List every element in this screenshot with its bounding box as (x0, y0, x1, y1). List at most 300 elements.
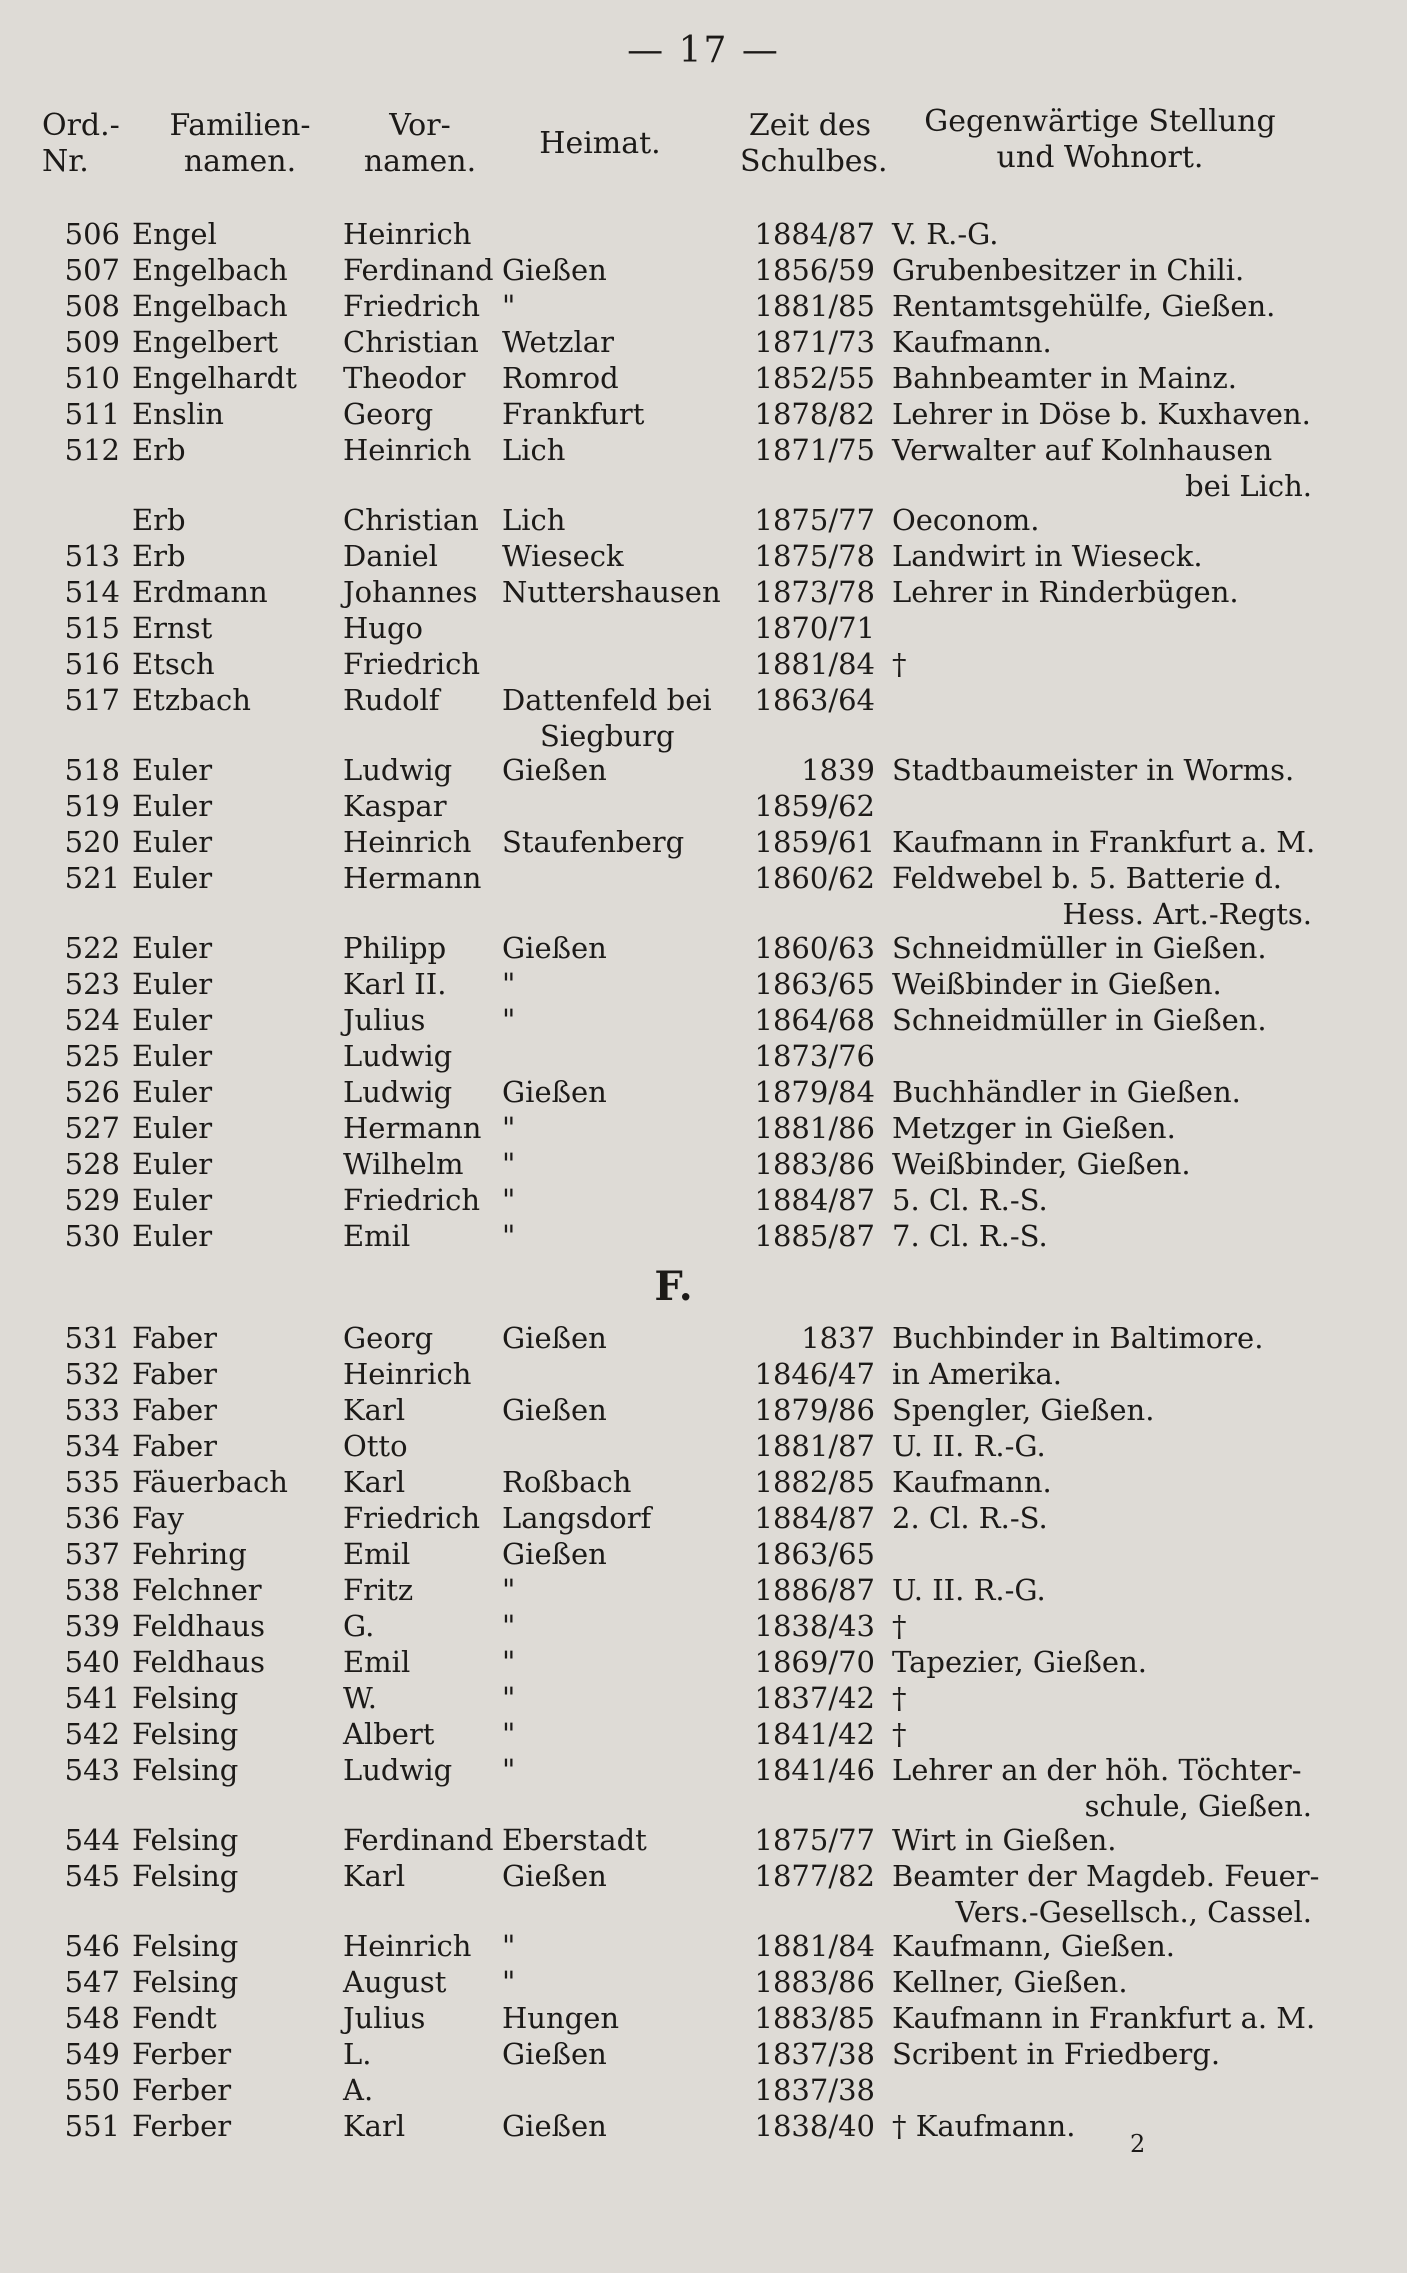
cell-familienname: Fay (132, 1501, 184, 1535)
cell-vorname: Heinrich (343, 1929, 472, 1963)
cell-familienname: Felchner (132, 1573, 262, 1607)
table-row (0, 1356, 1407, 1392)
table-row (0, 1464, 1407, 1500)
cell-zeit: 1884/87 (754, 1501, 875, 1535)
cell-vorname: W. (343, 1681, 377, 1715)
cell-ord-nr: 532 (64, 1357, 120, 1391)
cell-stellung: Feldwebel b. 5. Batterie d. (892, 861, 1282, 895)
cell-stellung: Scribent in Friedberg. (892, 2037, 1221, 2071)
table-row (0, 1074, 1407, 1110)
cell-heimat: " (502, 1645, 516, 1679)
cell-heimat: " (502, 289, 516, 323)
header-ord-nr: Ord.- Nr. (42, 108, 120, 179)
cell-familienname: Euler (132, 1219, 213, 1253)
cell-familienname: Felsing (132, 1929, 239, 1963)
cell-vorname: Friedrich (343, 289, 481, 323)
cell-stellung: Oeconom. (892, 503, 1040, 537)
cell-stellung: Metzger in Gießen. (892, 1111, 1176, 1145)
table-row-continuation (0, 718, 1407, 752)
cell-vorname: Ferdinand (343, 253, 494, 287)
signature-mark: 2 (1130, 2130, 1146, 2158)
cell-heimat: " (502, 1717, 516, 1751)
cell-vorname: Theodor (343, 361, 466, 395)
cell-zeit: 1881/85 (754, 289, 875, 323)
cell-zeit: 1863/65 (754, 1537, 875, 1571)
table-row (0, 966, 1407, 1002)
cell-vorname: A. (343, 2073, 374, 2107)
cell-vorname: Julius (343, 2001, 426, 2035)
cell-ord-nr: 520 (64, 825, 120, 859)
cell-familienname: Euler (132, 931, 213, 965)
cell-ord-nr: 534 (64, 1429, 120, 1463)
cell-familienname: Etsch (132, 647, 215, 681)
continuation-text: Hess. Art.-Regts. (1062, 897, 1312, 931)
cell-ord-nr: 519 (64, 789, 120, 823)
cell-heimat: Frankfurt (502, 397, 645, 431)
table-row (0, 288, 1407, 324)
cell-ord-nr: 549 (64, 2037, 120, 2071)
cell-stellung: Schneidmüller in Gießen. (892, 931, 1267, 965)
table-row (0, 1218, 1407, 1254)
table-row (0, 610, 1407, 646)
cell-vorname: Friedrich (343, 647, 481, 681)
cell-stellung: Spengler, Gießen. (892, 1393, 1155, 1427)
cell-ord-nr: 533 (64, 1393, 120, 1427)
cell-familienname: Euler (132, 1039, 213, 1073)
cell-familienname: Felsing (132, 1717, 239, 1751)
cell-familienname: Felsing (132, 1859, 239, 1893)
table-row (0, 1644, 1407, 1680)
cell-ord-nr: 509 (64, 325, 120, 359)
cell-ord-nr: 529 (64, 1183, 120, 1217)
cell-zeit: 1837/38 (754, 2073, 875, 2107)
cell-zeit: 1877/82 (754, 1859, 875, 1893)
cell-stellung: 2. Cl. R.-S. (892, 1501, 1048, 1535)
table-row (0, 1822, 1407, 1858)
cell-zeit: 1881/86 (754, 1111, 875, 1145)
cell-stellung: Rentamtsgehülfe, Gießen. (892, 289, 1276, 323)
table-row (0, 1392, 1407, 1428)
cell-ord-nr: 524 (64, 1003, 120, 1037)
cell-ord-nr: 539 (64, 1609, 120, 1643)
cell-zeit: 1869/70 (754, 1645, 875, 1679)
cell-zeit: 1864/68 (754, 1003, 875, 1037)
cell-heimat: Wetzlar (502, 325, 614, 359)
cell-familienname: Enslin (132, 397, 224, 431)
cell-familienname: Euler (132, 1147, 213, 1181)
cell-heimat: Gießen (502, 1537, 607, 1571)
cell-zeit: 1871/75 (754, 433, 875, 467)
cell-zeit: 1886/87 (754, 1573, 875, 1607)
cell-heimat: " (502, 1753, 516, 1787)
header-stellung: Gegenwärtige Stellung und Wohnort. (924, 104, 1276, 175)
cell-vorname: Karl (343, 1465, 406, 1499)
cell-heimat: " (502, 1219, 516, 1253)
cell-vorname: Karl (343, 2109, 406, 2143)
register-table (0, 216, 1407, 2144)
table-row (0, 1110, 1407, 1146)
cell-familienname: Erb (132, 539, 186, 573)
cell-vorname: Friedrich (343, 1183, 481, 1217)
cell-zeit: 1863/65 (754, 967, 875, 1001)
cell-zeit: 1860/63 (754, 931, 875, 965)
cell-heimat: " (502, 1965, 516, 1999)
table-row (0, 1320, 1407, 1356)
table-row (0, 1964, 1407, 2000)
table-row (0, 860, 1407, 896)
cell-heimat: Gießen (502, 2109, 607, 2143)
table-row (0, 1716, 1407, 1752)
cell-vorname: Heinrich (343, 217, 472, 251)
cell-vorname: Christian (343, 325, 479, 359)
cell-stellung: † Kaufmann. (892, 2109, 1076, 2143)
cell-heimat: " (502, 1111, 516, 1145)
table-row (0, 1146, 1407, 1182)
cell-stellung: Tapezier, Gießen. (892, 1645, 1147, 1679)
cell-heimat: " (502, 1003, 516, 1037)
cell-stellung: Bahnbeamter in Mainz. (892, 361, 1237, 395)
cell-ord-nr: 536 (64, 1501, 120, 1535)
cell-heimat: Hungen (502, 2001, 620, 2035)
cell-stellung: Kaufmann in Frankfurt a. M. (892, 825, 1316, 859)
cell-ord-nr: 513 (64, 539, 120, 573)
cell-familienname: Etzbach (132, 683, 251, 717)
table-row (0, 1572, 1407, 1608)
table-row (0, 2072, 1407, 2108)
cell-ord-nr: 526 (64, 1075, 120, 1109)
cell-ord-nr: 523 (64, 967, 120, 1001)
cell-ord-nr: 543 (64, 1753, 120, 1787)
cell-heimat: " (502, 1183, 516, 1217)
cell-vorname: Ludwig (343, 1753, 453, 1787)
cell-vorname: G. (343, 1609, 375, 1643)
cell-heimat: " (502, 967, 516, 1001)
cell-heimat: Gießen (502, 1859, 607, 1893)
cell-vorname: Johannes (343, 575, 478, 609)
cell-zeit: 1852/55 (754, 361, 875, 395)
cell-stellung: † (892, 647, 907, 681)
cell-stellung: Weißbinder in Gießen. (892, 967, 1222, 1001)
cell-zeit: 1881/84 (754, 647, 875, 681)
header-heimat: Heimat. (539, 126, 661, 161)
cell-heimat: Gießen (502, 1321, 607, 1355)
cell-vorname: Julius (343, 1003, 426, 1037)
cell-heimat: " (502, 1573, 516, 1607)
cell-familienname: Faber (132, 1393, 218, 1427)
cell-vorname: Georg (343, 1321, 434, 1355)
cell-ord-nr: 551 (64, 2109, 120, 2143)
cell-ord-nr: 522 (64, 931, 120, 965)
cell-vorname: Emil (343, 1537, 411, 1571)
table-row (0, 788, 1407, 824)
table-row (0, 574, 1407, 610)
cell-heimat: Gießen (502, 1075, 607, 1109)
cell-zeit: 1881/84 (754, 1929, 875, 1963)
cell-zeit: 1875/77 (754, 503, 875, 537)
cell-vorname: Otto (343, 1429, 408, 1463)
section-letter: F. (654, 1263, 693, 1310)
cell-familienname: Ferber (132, 2109, 232, 2143)
cell-stellung: † (892, 1681, 907, 1715)
cell-stellung: U. II. R.-G. (892, 1573, 1046, 1607)
cell-zeit: 1860/62 (754, 861, 875, 895)
cell-heimat: Gießen (502, 753, 607, 787)
continuation-text: Siegburg (540, 719, 675, 753)
cell-ord-nr: 512 (64, 433, 120, 467)
cell-familienname: Ernst (132, 611, 213, 645)
page-number: — 17 — (627, 30, 780, 71)
cell-zeit: 1838/43 (754, 1609, 875, 1643)
continuation-text: schule, Gießen. (1084, 1789, 1312, 1823)
cell-heimat: Lich (502, 433, 566, 467)
table-row (0, 646, 1407, 682)
table-row (0, 432, 1407, 468)
cell-zeit: 1873/76 (754, 1039, 875, 1073)
cell-vorname: Ferdinand (343, 1823, 494, 1857)
cell-heimat: Gießen (502, 1393, 607, 1427)
cell-vorname: Georg (343, 397, 434, 431)
cell-ord-nr: 507 (64, 253, 120, 287)
cell-familienname: Euler (132, 789, 213, 823)
table-row (0, 1002, 1407, 1038)
cell-stellung: Kellner, Gießen. (892, 1965, 1128, 1999)
cell-ord-nr: 546 (64, 1929, 120, 1963)
cell-ord-nr: 527 (64, 1111, 120, 1145)
cell-zeit: 1846/47 (754, 1357, 875, 1391)
cell-stellung: Kaufmann. (892, 1465, 1052, 1499)
cell-zeit: 1885/87 (754, 1219, 875, 1253)
cell-zeit: 1881/87 (754, 1429, 875, 1463)
cell-stellung: Kaufmann, Gießen. (892, 1929, 1175, 1963)
table-row (0, 1752, 1407, 1788)
cell-zeit: 1879/86 (754, 1393, 875, 1427)
cell-familienname: Euler (132, 861, 213, 895)
cell-stellung: 5. Cl. R.-S. (892, 1183, 1048, 1217)
cell-vorname: Heinrich (343, 825, 472, 859)
cell-familienname: Engelbert (132, 325, 279, 359)
cell-heimat: Eberstadt (502, 1823, 647, 1857)
cell-zeit: 1863/64 (754, 683, 875, 717)
cell-zeit: 1859/61 (754, 825, 875, 859)
cell-ord-nr: 510 (64, 361, 120, 395)
cell-ord-nr: 517 (64, 683, 120, 717)
cell-zeit: 1839 (801, 753, 875, 787)
cell-vorname: August (343, 1965, 447, 1999)
cell-ord-nr: 550 (64, 2073, 120, 2107)
cell-ord-nr: 547 (64, 1965, 120, 1999)
cell-familienname: Euler (132, 1111, 213, 1145)
cell-zeit: 1870/71 (754, 611, 875, 645)
cell-ord-nr: 521 (64, 861, 120, 895)
cell-vorname: Hermann (343, 861, 482, 895)
cell-ord-nr: 514 (64, 575, 120, 609)
cell-heimat: Dattenfeld bei (502, 683, 712, 717)
cell-stellung: † (892, 1609, 907, 1643)
cell-vorname: Hermann (343, 1111, 482, 1145)
table-row-continuation (0, 468, 1407, 502)
cell-familienname: Euler (132, 1003, 213, 1037)
table-row (0, 752, 1407, 788)
cell-zeit: 1871/73 (754, 325, 875, 359)
cell-vorname: Christian (343, 503, 479, 537)
table-row (0, 1858, 1407, 1894)
table-row (0, 538, 1407, 574)
cell-vorname: Heinrich (343, 1357, 472, 1391)
table-row-continuation (0, 896, 1407, 930)
cell-ord-nr: 511 (64, 397, 120, 431)
cell-familienname: Faber (132, 1429, 218, 1463)
cell-ord-nr: 508 (64, 289, 120, 323)
cell-familienname: Felsing (132, 1753, 239, 1787)
cell-heimat: Lich (502, 503, 566, 537)
table-row (0, 1038, 1407, 1074)
cell-stellung: Landwirt in Wieseck. (892, 539, 1203, 573)
cell-stellung: Verwalter auf Kolnhausen (892, 433, 1273, 467)
header-zeit: Zeit des Schulbes. (740, 108, 888, 179)
cell-ord-nr: 545 (64, 1859, 120, 1893)
cell-ord-nr: 548 (64, 2001, 120, 2035)
cell-ord-nr: 542 (64, 1717, 120, 1751)
cell-ord-nr: 530 (64, 1219, 120, 1253)
cell-zeit: 1856/59 (754, 253, 875, 287)
cell-zeit: 1837 (801, 1321, 875, 1355)
cell-heimat: " (502, 1929, 516, 1963)
cell-vorname: Fritz (343, 1573, 414, 1607)
cell-familienname: Felsing (132, 1965, 239, 1999)
table-row (0, 360, 1407, 396)
cell-heimat: Roßbach (502, 1465, 632, 1499)
cell-zeit: 1873/78 (754, 575, 875, 609)
cell-familienname: Ferber (132, 2073, 232, 2107)
cell-ord-nr: 531 (64, 1321, 120, 1355)
cell-zeit: 1841/42 (754, 1717, 875, 1751)
cell-stellung: Stadtbaumeister in Worms. (892, 753, 1295, 787)
cell-familienname: Engelbach (132, 253, 288, 287)
cell-heimat: " (502, 1609, 516, 1643)
cell-familienname: Euler (132, 967, 213, 1001)
cell-familienname: Euler (132, 753, 213, 787)
table-row (0, 216, 1407, 252)
cell-familienname: Euler (132, 825, 213, 859)
cell-vorname: Karl II. (343, 967, 447, 1001)
cell-familienname: Feldhaus (132, 1645, 266, 1679)
table-row (0, 396, 1407, 432)
header-familienname: Familien- namen. (169, 108, 311, 179)
table-row (0, 824, 1407, 860)
table-row (0, 1182, 1407, 1218)
cell-zeit: 1883/86 (754, 1147, 875, 1181)
cell-stellung: in Amerika. (892, 1357, 1062, 1391)
cell-zeit: 1875/77 (754, 1823, 875, 1857)
cell-zeit: 1884/87 (754, 217, 875, 251)
cell-ord-nr: 525 (64, 1039, 120, 1073)
cell-stellung: Kaufmann in Frankfurt a. M. (892, 2001, 1316, 2035)
cell-vorname: Hugo (343, 611, 423, 645)
cell-zeit: 1882/85 (754, 1465, 875, 1499)
cell-vorname: L. (343, 2037, 372, 2071)
cell-zeit: 1838/40 (754, 2109, 875, 2143)
cell-vorname: Emil (343, 1219, 411, 1253)
cell-ord-nr: 506 (64, 217, 120, 251)
table-row (0, 1608, 1407, 1644)
cell-stellung: Weißbinder, Gießen. (892, 1147, 1191, 1181)
table-row (0, 1536, 1407, 1572)
table-row (0, 2000, 1407, 2036)
cell-familienname: Engelbach (132, 289, 288, 323)
cell-zeit: 1879/84 (754, 1075, 875, 1109)
cell-vorname: Daniel (343, 539, 438, 573)
cell-familienname: Felsing (132, 1681, 239, 1715)
cell-heimat: Nuttershausen (502, 575, 721, 609)
cell-stellung: Wirt in Gießen. (892, 1823, 1117, 1857)
cell-familienname: Euler (132, 1183, 213, 1217)
cell-heimat: Gießen (502, 931, 607, 965)
table-row (0, 682, 1407, 718)
continuation-text: Vers.-Gesellsch., Cassel. (955, 1895, 1312, 1929)
cell-zeit: 1883/85 (754, 2001, 875, 2035)
table-row (0, 324, 1407, 360)
cell-stellung: Lehrer in Rinderbügen. (892, 575, 1239, 609)
table-row (0, 1680, 1407, 1716)
cell-ord-nr: 540 (64, 1645, 120, 1679)
cell-vorname: Albert (343, 1717, 435, 1751)
cell-ord-nr: 528 (64, 1147, 120, 1181)
cell-heimat: " (502, 1147, 516, 1181)
cell-vorname: Karl (343, 1393, 406, 1427)
cell-ord-nr: 537 (64, 1537, 120, 1571)
cell-heimat: " (502, 1681, 516, 1715)
cell-zeit: 1878/82 (754, 397, 875, 431)
cell-familienname: Fäuerbach (132, 1465, 288, 1499)
cell-ord-nr: 516 (64, 647, 120, 681)
cell-familienname: Engelhardt (132, 361, 297, 395)
cell-ord-nr: 518 (64, 753, 120, 787)
cell-familienname: Erdmann (132, 575, 268, 609)
cell-familienname: Fendt (132, 2001, 217, 2035)
header-vorname: Vor- namen. (363, 108, 477, 179)
cell-familienname: Ferber (132, 2037, 232, 2071)
cell-familienname: Felsing (132, 1823, 239, 1857)
cell-vorname: Ludwig (343, 753, 453, 787)
cell-vorname: Friedrich (343, 1501, 481, 1535)
cell-familienname: Euler (132, 1075, 213, 1109)
cell-ord-nr: 515 (64, 611, 120, 645)
cell-ord-nr: 535 (64, 1465, 120, 1499)
table-row (0, 2108, 1407, 2144)
continuation-text: bei Lich. (1185, 469, 1312, 503)
table-row (0, 2036, 1407, 2072)
cell-familienname: Fehring (132, 1537, 247, 1571)
cell-zeit: 1859/62 (754, 789, 875, 823)
cell-familienname: Erb (132, 433, 186, 467)
cell-heimat: Romrod (502, 361, 619, 395)
cell-zeit: 1884/87 (754, 1183, 875, 1217)
table-row (0, 252, 1407, 288)
table-row-continuation (0, 1788, 1407, 1822)
cell-familienname: Erb (132, 503, 186, 537)
cell-vorname: Rudolf (343, 683, 440, 717)
cell-vorname: Ludwig (343, 1039, 453, 1073)
cell-zeit: 1841/46 (754, 1753, 875, 1787)
cell-vorname: Emil (343, 1645, 411, 1679)
cell-heimat: Langsdorf (502, 1501, 652, 1535)
cell-heimat: Wieseck (502, 539, 624, 573)
cell-stellung: U. II. R.-G. (892, 1429, 1046, 1463)
cell-zeit: 1837/38 (754, 2037, 875, 2071)
cell-zeit: 1883/86 (754, 1965, 875, 1999)
cell-heimat: Gießen (502, 253, 607, 287)
cell-familienname: Feldhaus (132, 1609, 266, 1643)
